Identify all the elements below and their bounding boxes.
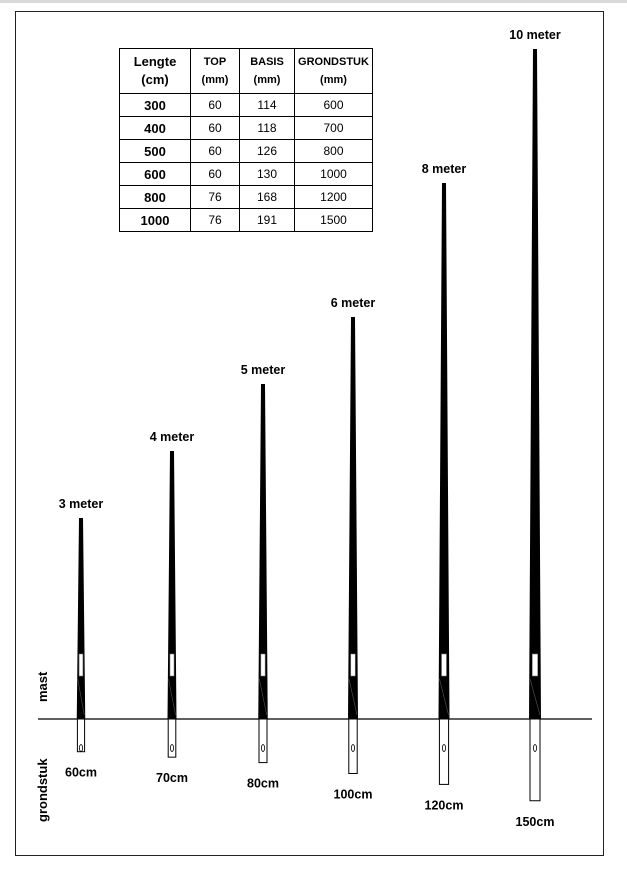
door-slot — [79, 654, 83, 676]
mast-label: mast — [35, 671, 50, 702]
pole-height-label: 5 meter — [240, 363, 286, 377]
door-slot — [351, 654, 356, 676]
grondstuk-sleeve — [77, 719, 84, 752]
mast-pole — [529, 49, 541, 719]
header-basis-label: BASIS — [250, 56, 284, 68]
pole-height-label: 3 meter — [58, 497, 104, 511]
door-slot — [170, 654, 174, 676]
cell-top: 60 — [191, 94, 240, 117]
header-lengte-label: Lengte — [133, 54, 177, 69]
cell-top: 60 — [191, 140, 240, 163]
grondstuk-sleeve — [530, 719, 540, 801]
cell-basis: 126 — [240, 140, 295, 163]
cell-top: 60 — [191, 163, 240, 186]
grondstuk-depth-label: 100cm — [333, 787, 373, 802]
cell-grondstuk: 1500 — [295, 209, 373, 232]
cell-basis: 168 — [240, 186, 295, 209]
cell-lengte: 300 — [120, 94, 191, 117]
cell-lengte: 800 — [120, 186, 191, 209]
cell-grondstuk: 600 — [295, 94, 373, 117]
pole-height-label: 4 meter — [149, 430, 195, 444]
header-grondstuk-label: GRONDSTUK — [298, 56, 369, 68]
cell-basis: 191 — [240, 209, 295, 232]
grondstuk-sleeve — [259, 719, 267, 763]
cell-basis: 114 — [240, 94, 295, 117]
cell-top: 76 — [191, 209, 240, 232]
cell-basis: 118 — [240, 117, 295, 140]
cell-lengte: 600 — [120, 163, 191, 186]
grondstuk-sleeve — [349, 719, 357, 774]
pole-height-label: 6 meter — [330, 296, 376, 310]
cell-top: 76 — [191, 186, 240, 209]
cell-lengte: 500 — [120, 140, 191, 163]
header-top-unit: (mm) — [201, 74, 229, 86]
grondstuk-label: grondstuk — [35, 758, 50, 822]
grondstuk-depth-label: 80cm — [247, 776, 279, 791]
poles-group — [59, 28, 561, 829]
door-slot — [442, 654, 447, 676]
pole-height-label: 10 meter — [509, 28, 561, 42]
grondstuk-depth-label: 150cm — [515, 814, 555, 829]
grondstuk-depth-label: 120cm — [424, 798, 464, 813]
cell-grondstuk: 1200 — [295, 186, 373, 209]
mast-pole — [168, 451, 177, 719]
header-grondstuk-unit: (mm) — [320, 74, 347, 86]
door-slot — [261, 654, 265, 676]
cell-grondstuk: 800 — [295, 140, 373, 163]
mast-pole — [77, 518, 86, 719]
header-basis-unit: (mm) — [253, 74, 281, 86]
grondstuk-depth-label: 70cm — [156, 771, 188, 786]
cell-lengte: 400 — [120, 117, 191, 140]
header-top-label: TOP — [203, 56, 227, 68]
door-slot — [532, 654, 537, 676]
cell-basis: 130 — [240, 163, 295, 186]
mast-pole — [439, 183, 450, 719]
cell-grondstuk: 1000 — [295, 163, 373, 186]
grondstuk-depth-label: 60cm — [65, 765, 97, 780]
cell-lengte: 1000 — [120, 209, 191, 232]
pole-height-label: 8 meter — [421, 162, 467, 176]
cell-grondstuk: 700 — [295, 117, 373, 140]
header-lengte-unit: (cm) — [141, 72, 169, 87]
cell-top: 60 — [191, 117, 240, 140]
